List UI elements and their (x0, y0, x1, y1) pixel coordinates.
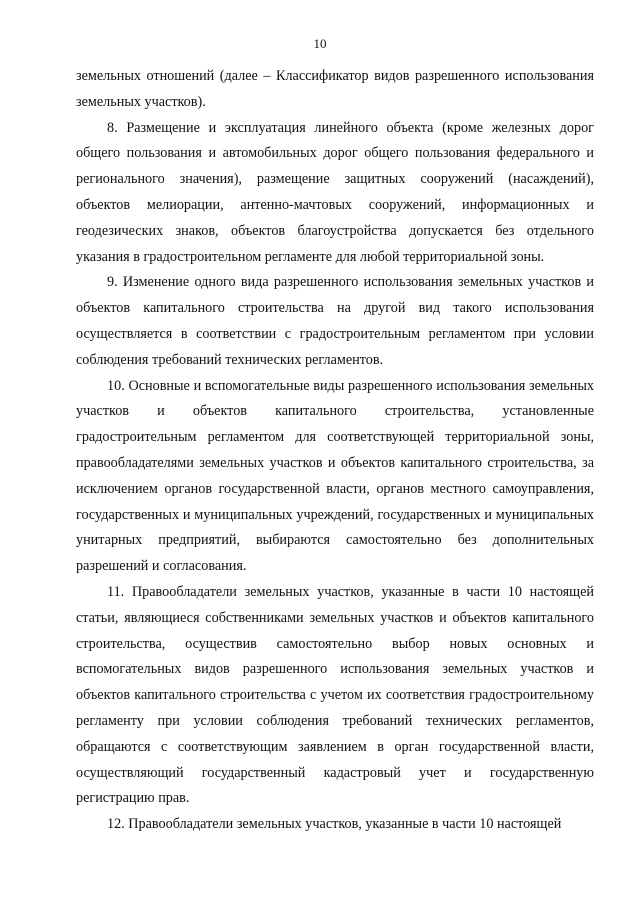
document-body (76, 64, 594, 838)
paragraph-item-12: 12. Правообладатели земельных участков, указанные в части 10 настоящей (107, 816, 562, 833)
paragraph-item-11: 11. Правообладатели земельных участков, указанные в части 10 настоящей статьи, являющиеся собственниками земельных участков и объектов капитального строительства, осуществив самостоятельно выбор новых основных и вспомогательных видов разрешенного использования земельных участков и объектов капитального строительства с учетом их соответствия градостроительному регламенту при условии соблюдения требований технических регламентов, обращаются с соответствующим заявлением в орган государственной власти, осуществляющий государственный кадастровый учет и государственную регистрацию прав. (76, 583, 594, 807)
paragraph-continuation: земельных отношений (далее – Классификатор видов разрешенного использования земельных участков). (76, 68, 594, 110)
paragraph-item-8: 8. Размещение и эксплуатация линейного объекта (кроме железных дорог общего пользования и автомобильных дорог общего пользования федерального и регионального значения), размещение защитных сооружений (насаждений), объектов мелиорации, антенно-мачтовых сооружений, информационных и геодезических знаков, объектов благоустройства допускается без отдельного указания в градостроительном регламенте для любой территориальной зоны. (76, 119, 594, 265)
paragraph-item-10: 10. Основные и вспомогательные виды разрешенного использования земельных участков и объектов капитального строительства, установленные градостроительным регламентом для соответствующей территориальной зоны, правообладателями земельных участков и объектов капитального строительства, за исключением органов государственной власти, органов местного самоуправления, государственных и муниципальных учреждений, государственных и муниципальных унитарных предприятий, выбираются самостоятельно без дополнительных разрешений и согласования. (76, 377, 594, 575)
page-number: 10 (313, 36, 327, 51)
paragraph-item-9: 9. Изменение одного вида разрешенного использования земельных участков и объектов капитального строительства на другой вид такого использования осуществляется в соответствии с градостроительным регламентом при условии соблюдения требований технических регламентов. (76, 274, 594, 368)
